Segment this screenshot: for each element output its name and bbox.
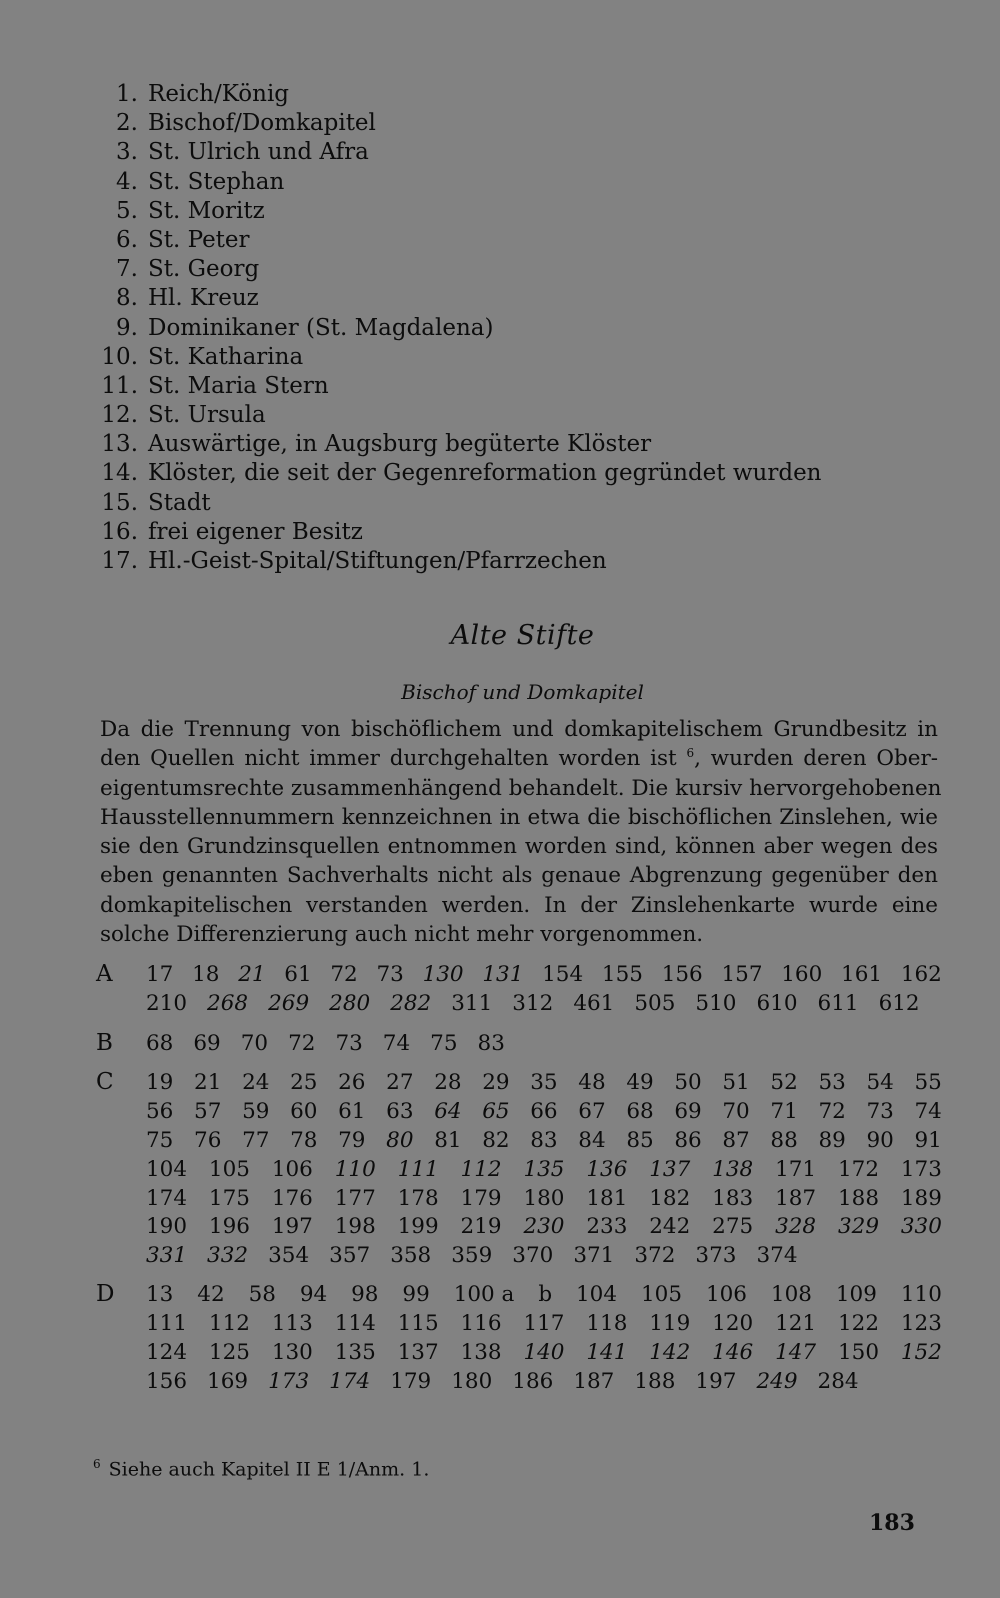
house-number: 358 (390, 1243, 432, 1269)
house-number: 190 (146, 1214, 188, 1240)
house-number: 112 (208, 1310, 250, 1336)
number-row (146, 1212, 942, 1241)
house-number: 173 (900, 1156, 942, 1182)
house-number: 197 (695, 1368, 737, 1394)
house-number: 74 (382, 1031, 411, 1056)
house-number: 242 (649, 1214, 691, 1240)
number-row (146, 1309, 942, 1338)
number-row (146, 1367, 942, 1396)
house-number: 189 (900, 1185, 942, 1211)
house-number: 121 (775, 1310, 817, 1336)
house-number: 130 (271, 1339, 313, 1365)
house-number: 357 (329, 1243, 371, 1269)
house-number: 112 (460, 1156, 502, 1182)
list-item: 15. Stadt (101, 489, 211, 516)
house-number: 146 (712, 1339, 754, 1365)
house-number: 138 (460, 1339, 502, 1365)
house-number: 373 (695, 1243, 737, 1269)
house-number: 108 (770, 1282, 812, 1307)
house-number: 505 (634, 990, 676, 1016)
house-number: 104 (576, 1282, 618, 1307)
house-number: 161 (841, 962, 883, 987)
house-number: 70 (240, 1031, 269, 1056)
paragraph-line: sie den Grundzinsquellen entnommen worden sind, können aber wegen des (100, 834, 938, 860)
house-number: 53 (818, 1070, 846, 1095)
house-number: 72 (330, 962, 358, 987)
house-number: 13 (146, 1282, 174, 1307)
number-row (146, 960, 942, 989)
house-number: 64 (434, 1098, 462, 1124)
house-number: 198 (334, 1214, 376, 1240)
house-number: 180 (451, 1368, 493, 1394)
house-number: 179 (460, 1185, 502, 1211)
house-number: 110 (334, 1156, 376, 1182)
house-number: 147 (775, 1339, 817, 1365)
house-number: 89 (818, 1127, 846, 1153)
house-number: 56 (146, 1098, 174, 1124)
house-number: 94 (299, 1282, 328, 1307)
house-number: 140 (523, 1339, 565, 1365)
house-number: 374 (756, 1243, 798, 1269)
list-item: 13. Auswärtige, in Augsburg begüterte Klöster (101, 431, 652, 458)
house-number: 312 (512, 990, 554, 1016)
page-number: 183 (869, 1510, 915, 1536)
house-number: 110 (900, 1282, 942, 1307)
list-item: 4. St. Stephan (116, 168, 285, 195)
list-item: 11. St. Maria Stern (101, 372, 329, 399)
house-number: 137 (397, 1339, 439, 1365)
owner-category-list (98, 80, 858, 576)
house-number: 173 (268, 1368, 310, 1394)
house-number: 141 (586, 1339, 628, 1365)
house-number: 182 (649, 1185, 691, 1211)
house-number: 181 (586, 1185, 628, 1211)
list-item: 16. frei eigener Besitz (101, 518, 363, 545)
house-number: 177 (334, 1185, 376, 1211)
house-number: 125 (208, 1339, 250, 1365)
house-number: 176 (271, 1185, 313, 1211)
house-number: 26 (338, 1070, 366, 1095)
house-number: 21 (194, 1070, 222, 1095)
house-number: 88 (770, 1127, 798, 1153)
house-number: 142 (649, 1339, 691, 1365)
list-item: 14. Klöster, die seit der Gegenreformation gegründet wurden (101, 460, 822, 487)
house-number: 17 (146, 962, 174, 987)
paragraph-line: eben genannten Sachverhalts nicht als genaue Abgrenzung gegenüber den (100, 863, 938, 889)
house-number: 328 (775, 1214, 817, 1240)
house-number: 332 (207, 1243, 249, 1269)
house-number: 63 (386, 1098, 414, 1124)
list-item: 2. Bischof/Domkapitel (116, 110, 376, 137)
house-number: 612 (878, 990, 920, 1016)
house-number: 210 (146, 990, 188, 1016)
house-number: 90 (866, 1127, 894, 1153)
number-row (146, 1184, 942, 1213)
house-number: 160 (781, 962, 823, 987)
paragraph-line: solche Differenzierung auch nicht mehr vorgenommen. (100, 922, 704, 948)
house-number: 73 (335, 1031, 363, 1056)
house-number: 119 (649, 1310, 691, 1336)
house-number: 122 (837, 1310, 880, 1336)
house-number: 178 (397, 1185, 439, 1211)
number-row (146, 1029, 942, 1058)
subsection-title: Bischof und Domkapitel (401, 680, 644, 704)
number-row (146, 1241, 942, 1270)
house-number: 610 (756, 990, 798, 1016)
house-number: 24 (242, 1070, 270, 1095)
house-number: 51 (722, 1070, 750, 1095)
number-row (146, 1068, 942, 1097)
house-number: 275 (712, 1214, 754, 1240)
house-number: 106 (271, 1156, 313, 1182)
number-row (146, 989, 942, 1018)
house-number: 58 (248, 1282, 276, 1307)
house-number: 87 (722, 1127, 750, 1153)
house-number: 157 (721, 962, 763, 987)
house-number: 80 (386, 1127, 414, 1153)
number-row (146, 1126, 942, 1155)
house-number: 100 a (453, 1282, 515, 1307)
list-item: 6. St. Peter (116, 226, 250, 253)
house-number: 131 (482, 962, 524, 987)
house-number: 54 (866, 1070, 894, 1095)
house-number: 611 (817, 990, 859, 1016)
house-number: 82 (482, 1127, 510, 1153)
group-letter: A (96, 961, 113, 987)
house-number: 115 (397, 1310, 439, 1336)
house-number: 25 (290, 1070, 318, 1095)
footnote (93, 1457, 429, 1480)
house-number: 180 (523, 1185, 565, 1211)
house-number: 311 (451, 990, 493, 1016)
list-item: 17. Hl.-Geist-Spital/Stiftungen/Pfarrzechen (101, 548, 607, 574)
house-number: 135 (523, 1156, 565, 1182)
house-number: 370 (512, 1243, 554, 1269)
house-number: 81 (434, 1127, 462, 1153)
house-number: 188 (837, 1185, 880, 1211)
house-number: 61 (338, 1098, 366, 1124)
number-row (146, 1338, 942, 1367)
house-number: 233 (586, 1214, 628, 1240)
house-number: 156 (661, 962, 703, 987)
house-number: 69 (674, 1098, 702, 1124)
house-number: 156 (146, 1368, 188, 1394)
footnote-text: Siehe auch Kapitel II E 1/Anm. 1. (108, 1458, 430, 1481)
house-number: 75 (146, 1127, 174, 1153)
house-number: 42 (197, 1282, 225, 1307)
house-number: 123 (900, 1310, 942, 1336)
house-number: 65 (482, 1098, 510, 1124)
house-number: 57 (194, 1098, 222, 1124)
house-number: 199 (397, 1214, 439, 1240)
house-number: 111 (397, 1156, 439, 1182)
house-number: 169 (207, 1368, 249, 1394)
house-number: 79 (338, 1127, 366, 1153)
house-number: 73 (376, 962, 404, 987)
paragraph-line: Hausstellennummern kennzeichnen in etwa die bischöflichen Zinslehen, wie (100, 804, 938, 830)
house-number: 179 (390, 1368, 432, 1394)
house-number: 19 (146, 1070, 174, 1095)
house-number: 117 (523, 1310, 565, 1336)
house-number: 136 (586, 1156, 628, 1182)
house-number: 105 (640, 1282, 683, 1307)
house-number: 77 (242, 1127, 270, 1153)
list-item: 10. St. Katharina (101, 343, 304, 370)
group-letter: D (96, 1281, 115, 1307)
house-number: 137 (649, 1156, 691, 1182)
list-item: 8. Hl. Kreuz (116, 285, 259, 312)
body-paragraph (100, 715, 942, 949)
footnote-reference: 6 (686, 746, 695, 761)
house-number: 171 (775, 1156, 817, 1182)
house-number: 60 (290, 1098, 318, 1124)
number-row (146, 1097, 942, 1126)
house-number: 188 (634, 1368, 676, 1394)
footnote-mark: 6 (93, 1457, 101, 1471)
group-letter: B (96, 1030, 113, 1056)
list-item: 3. St. Ulrich und Afra (116, 139, 369, 166)
house-number: 105 (208, 1156, 250, 1182)
section-title: Alte Stifte (450, 620, 595, 651)
house-number: 84 (578, 1127, 606, 1153)
house-number: 249 (756, 1368, 798, 1394)
house-number: 99 (402, 1282, 430, 1307)
house-number: 21 (238, 962, 266, 987)
house-number: 113 (271, 1310, 313, 1336)
house-number: 91 (914, 1127, 942, 1153)
house-number: 116 (460, 1310, 502, 1336)
house-number: 18 (192, 962, 220, 987)
house-number: 152 (900, 1339, 942, 1365)
house-number: 73 (866, 1098, 894, 1124)
house-number: 106 (705, 1282, 747, 1307)
house-number: 76 (194, 1127, 222, 1153)
house-number: 104 (146, 1156, 188, 1182)
house-number: 78 (290, 1127, 318, 1153)
house-number: 27 (386, 1070, 414, 1095)
house-number: 135 (334, 1339, 376, 1365)
house-number: 331 (146, 1243, 188, 1269)
house-number: 55 (914, 1070, 942, 1095)
house-number: 269 (268, 990, 310, 1016)
house-number: 183 (712, 1185, 754, 1211)
number-row (146, 1280, 942, 1309)
house-number: 371 (573, 1243, 615, 1269)
house-number: 86 (674, 1127, 702, 1153)
house-number: 196 (208, 1214, 250, 1240)
house-number: 329 (837, 1214, 880, 1240)
house-number: 69 (193, 1031, 221, 1056)
house-number: 138 (712, 1156, 754, 1182)
list-item: 7. St. Georg (116, 256, 260, 283)
house-number: 98 (351, 1282, 379, 1307)
house-number: 83 (530, 1127, 558, 1153)
house-number: 130 (422, 962, 464, 987)
house-number: 230 (523, 1214, 565, 1240)
list-item: 1. Reich/König (116, 81, 290, 107)
house-number: 74 (914, 1098, 942, 1124)
list-item: 9. Dominikaner (St. Magdalena) (116, 314, 494, 341)
house-number: 120 (712, 1310, 754, 1336)
paragraph-line: eigentumsrechte zusammenhängend behandelt. Die kursiv hervorgehobenen (100, 775, 942, 801)
house-number: 372 (634, 1243, 676, 1269)
house-number: 72 (288, 1031, 316, 1056)
house-number: 354 (268, 1243, 310, 1269)
house-number: 186 (512, 1368, 554, 1394)
house-number: 85 (626, 1127, 654, 1153)
house-number: 118 (586, 1310, 628, 1336)
house-number: 187 (573, 1368, 615, 1394)
house-number: 59 (242, 1098, 270, 1124)
house-number: 162 (900, 962, 942, 987)
house-number: 219 (460, 1214, 502, 1240)
house-number: 109 (835, 1282, 877, 1307)
house-number: 111 (146, 1310, 188, 1336)
paragraph-line: domkapitelischen verstanden werden. In der Zinslehenkarte wurde eine (100, 892, 938, 918)
house-number: 510 (695, 990, 737, 1016)
list-item: 12. St. Ursula (101, 402, 266, 429)
house-number: 35 (530, 1070, 558, 1095)
house-number: 68 (146, 1031, 174, 1056)
list-item: 5. St. Moritz (116, 197, 265, 224)
house-number: 114 (334, 1310, 376, 1336)
house-number: 75 (430, 1031, 458, 1056)
house-number: 155 (601, 962, 643, 987)
house-number: 49 (626, 1070, 654, 1095)
house-number: 268 (207, 990, 249, 1016)
house-number: 284 (817, 1368, 859, 1394)
house-number: 48 (578, 1070, 606, 1095)
house-number: 197 (271, 1214, 313, 1240)
house-number: 461 (573, 990, 615, 1016)
house-number: 359 (451, 1243, 493, 1269)
house-number: 66 (530, 1098, 558, 1124)
paragraph-line: Da die Trennung von bischöflichem und domkapitelischem Grundbesitz in (100, 717, 938, 742)
house-number: 330 (900, 1214, 942, 1240)
paragraph-line: den Quellen nicht immer durchgehalten worden ist $^6$, wurden deren Ober- (100, 746, 938, 772)
house-number: 175 (208, 1185, 250, 1211)
house-number: 150 (837, 1339, 880, 1365)
house-number: 29 (482, 1070, 510, 1095)
house-number: 124 (146, 1339, 188, 1365)
house-number: 71 (770, 1098, 798, 1124)
house-number: 187 (775, 1185, 817, 1211)
house-number: 72 (818, 1098, 846, 1124)
house-number: 282 (390, 990, 432, 1016)
house-number: 70 (722, 1098, 750, 1124)
house-number: b (538, 1282, 553, 1307)
house-number: 28 (434, 1070, 462, 1095)
number-row (146, 1155, 942, 1184)
house-number: 50 (674, 1070, 702, 1095)
house-number: 67 (578, 1098, 606, 1124)
house-number: 83 (477, 1031, 505, 1056)
group-letter: C (96, 1069, 114, 1095)
house-number: 174 (329, 1368, 371, 1394)
house-number: 68 (626, 1098, 654, 1124)
house-number: 52 (770, 1070, 798, 1095)
house-number: 172 (837, 1156, 880, 1182)
house-number: 174 (146, 1185, 188, 1211)
house-number: 61 (284, 962, 312, 987)
house-number: 154 (542, 962, 584, 987)
house-number: 280 (329, 990, 371, 1016)
